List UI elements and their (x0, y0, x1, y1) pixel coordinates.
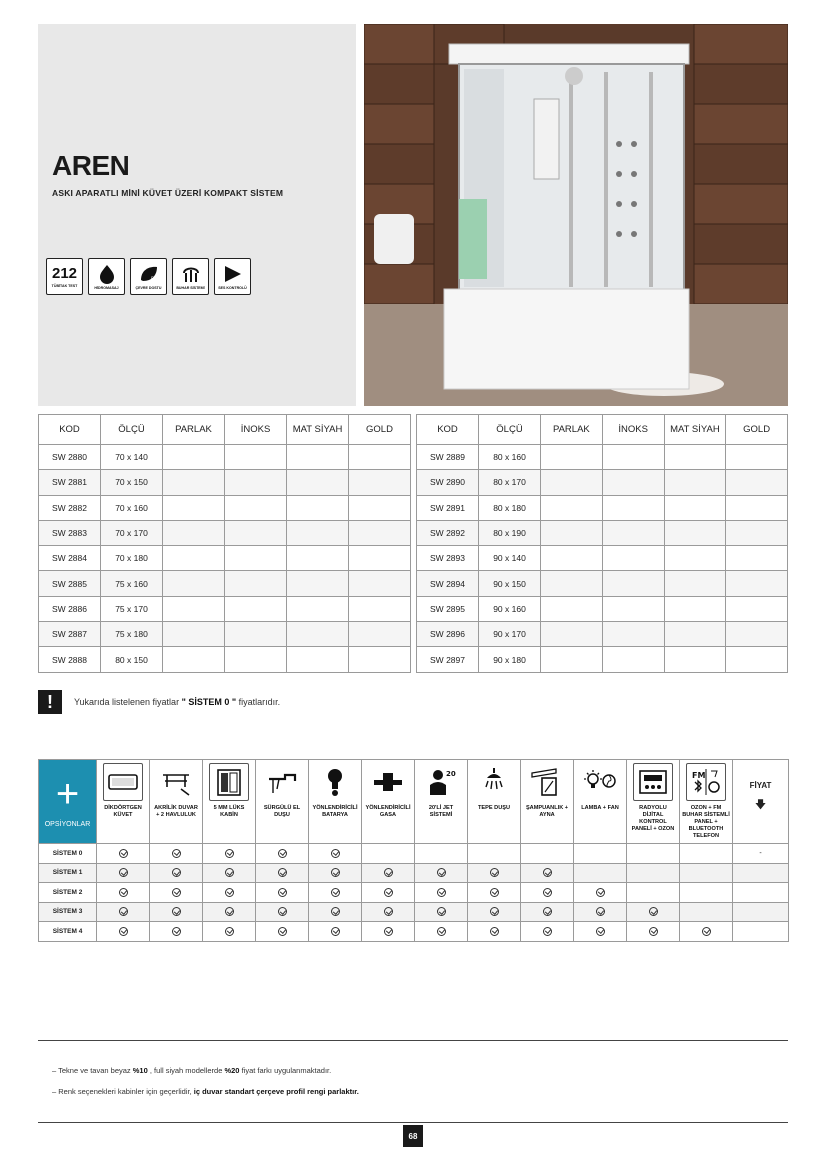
option-cell (415, 902, 468, 922)
svg-text:FM: FM (692, 771, 706, 780)
check-icon (596, 927, 605, 936)
col-mat-siyah: MAT SİYAH (664, 415, 726, 445)
option-cell (97, 883, 150, 903)
olcu-cell: 80 x 160 (479, 445, 541, 470)
check-icon (119, 868, 128, 877)
table-row (417, 571, 788, 596)
bluetooth-panel-icon (689, 767, 723, 797)
kod-cell: SW 2890 (417, 470, 479, 495)
price-col: FİYAT 🡇 (733, 760, 789, 844)
check-icon (119, 888, 128, 897)
check-icon (649, 907, 658, 916)
check-icon (437, 927, 446, 936)
option-cell (574, 863, 627, 883)
option-cell (574, 844, 627, 864)
check-icon (172, 907, 181, 916)
option-cell (415, 844, 468, 864)
check-icon (331, 907, 340, 916)
option-cell (150, 883, 203, 903)
option-cell (97, 902, 150, 922)
price-cell (733, 863, 789, 883)
table-row (39, 844, 789, 864)
check-icon (172, 888, 181, 897)
olcu-cell: 75 x 170 (101, 596, 163, 621)
option-cell (574, 922, 627, 942)
kod-cell: SW 2887 (39, 622, 101, 647)
option-cell (309, 883, 362, 903)
table-row (39, 571, 411, 596)
option-cell (680, 883, 733, 903)
option-col: DİKDÖRTGEN KÜVET (97, 760, 150, 844)
check-icon (490, 907, 499, 916)
check-icon (384, 927, 393, 936)
check-icon (543, 868, 552, 877)
table-row (417, 495, 788, 520)
option-cell (203, 902, 256, 922)
olcu-cell: 80 x 170 (479, 470, 541, 495)
options-header-row (39, 760, 789, 844)
table-row (39, 445, 411, 470)
olcu-cell: 70 x 160 (101, 495, 163, 520)
option-col: RADYOLU DİJİTAL KONTROL PANELİ + OZON (627, 760, 680, 844)
rectangle-tub-icon (106, 767, 140, 797)
kod-cell: SW 2891 (417, 495, 479, 520)
olcu-cell: 70 x 180 (101, 546, 163, 571)
col-parlak: PARLAK (163, 415, 225, 445)
table-row (39, 902, 789, 922)
check-icon (384, 907, 393, 916)
check-icon (278, 888, 287, 897)
price-cell (733, 883, 789, 903)
check-icon (596, 907, 605, 916)
kod-cell: SW 2892 (417, 520, 479, 545)
shower-cabin-image (364, 24, 788, 406)
kod-cell: SW 2883 (39, 520, 101, 545)
divider (38, 1122, 788, 1123)
olcu-cell: 70 x 170 (101, 520, 163, 545)
tested-212-icon: 212 (51, 264, 78, 282)
feature-hydromassage: HİDROMASAJ (88, 258, 125, 295)
col-olcu: ÖLÇÜ (479, 415, 541, 445)
option-cell (468, 902, 521, 922)
check-icon (702, 927, 711, 936)
option-cell (521, 844, 574, 864)
system-name: SİSTEM 2 (39, 883, 97, 903)
table-row (39, 495, 411, 520)
col-gold: GOLD (349, 415, 411, 445)
check-icon (596, 888, 605, 897)
col-mat-siyah: MAT SİYAH (287, 415, 349, 445)
cabin-icon (212, 767, 246, 797)
check-icon (437, 888, 446, 897)
olcu-cell: 80 x 190 (479, 520, 541, 545)
arrow-down-icon: 🡇 (754, 799, 767, 811)
option-cell (680, 863, 733, 883)
option-cell (574, 902, 627, 922)
col-inoks: İNOKS (602, 415, 664, 445)
feature-badges (46, 258, 251, 295)
check-icon (172, 927, 181, 936)
kod-cell: SW 2884 (39, 546, 101, 571)
steam-icon (179, 264, 203, 284)
option-cell (468, 863, 521, 883)
check-icon (331, 927, 340, 936)
kod-cell: SW 2885 (39, 571, 101, 596)
option-cell (468, 883, 521, 903)
option-cell (468, 922, 521, 942)
option-cell (203, 883, 256, 903)
option-cell (256, 844, 309, 864)
plus-icon: + (55, 772, 80, 816)
option-cell (680, 922, 733, 942)
option-col: LAMBA + FAN (574, 760, 627, 844)
rain-shower-icon (477, 767, 511, 797)
option-cell (203, 844, 256, 864)
table-row (417, 647, 788, 672)
check-icon (490, 888, 499, 897)
table-row (417, 520, 788, 545)
olcu-cell: 90 x 180 (479, 647, 541, 672)
col-kod: KOD (417, 415, 479, 445)
price-table-right (416, 414, 788, 673)
option-cell (362, 863, 415, 883)
mixer-icon (318, 767, 352, 797)
table-row (39, 922, 789, 942)
option-cell (309, 844, 362, 864)
pricing-note (38, 690, 280, 714)
product-subtitle: ASKI APARATLI MİNİ KÜVET ÜZERİ KOMPAKT SİSTEM (52, 188, 284, 198)
option-cell (521, 922, 574, 942)
olcu-cell: 80 x 150 (101, 647, 163, 672)
check-icon (543, 907, 552, 916)
option-col: 20 20'Lİ JET SİSTEMİ (415, 760, 468, 844)
check-icon (225, 907, 234, 916)
svg-text:ECO: ECO (150, 275, 159, 281)
option-cell (468, 844, 521, 864)
check-icon (119, 927, 128, 936)
option-cell (362, 922, 415, 942)
option-cell (97, 863, 150, 883)
olcu-cell: 70 x 140 (101, 445, 163, 470)
lamp-fan-icon (583, 767, 617, 797)
check-icon (649, 927, 658, 936)
kod-cell: SW 2882 (39, 495, 101, 520)
option-cell (521, 863, 574, 883)
hydromassage-icon (95, 264, 119, 284)
check-icon (225, 927, 234, 936)
option-cell (521, 902, 574, 922)
system-name: SİSTEM 0 (39, 844, 97, 864)
option-cell (150, 844, 203, 864)
kod-cell: SW 2896 (417, 622, 479, 647)
product-title: AREN (52, 150, 130, 181)
kod-cell: SW 2895 (417, 596, 479, 621)
option-cell (627, 922, 680, 942)
kod-cell: SW 2889 (417, 445, 479, 470)
table-row (39, 863, 789, 883)
hero-panel (38, 24, 356, 406)
option-cell (150, 902, 203, 922)
system-name: SİSTEM 1 (39, 863, 97, 883)
kod-cell: SW 2897 (417, 647, 479, 672)
option-col: YÖNLENDİRİCİLİ BATARYA (309, 760, 362, 844)
option-cell (415, 883, 468, 903)
check-icon (119, 907, 128, 916)
check-icon (278, 849, 287, 858)
feature-steam: BUHAR SİSTEMİ (172, 258, 209, 295)
kod-cell: SW 2881 (39, 470, 101, 495)
footer-note-2: – Renk seçenekleri kabinler için geçerlidir, iç duvar standart çerçeve profil rengi parlaktır. (52, 1087, 359, 1096)
kod-cell: SW 2894 (417, 571, 479, 596)
table-row (417, 445, 788, 470)
col-inoks: İNOKS (225, 415, 287, 445)
check-icon (225, 888, 234, 897)
table-row (39, 622, 411, 647)
option-col: SÜRGÜLÜ EL DUŞU (256, 760, 309, 844)
table-row (39, 520, 411, 545)
check-icon (543, 888, 552, 897)
col-gold: GOLD (726, 415, 788, 445)
option-cell (256, 863, 309, 883)
table-row (39, 596, 411, 621)
table-row (39, 647, 411, 672)
product-photo (364, 24, 788, 406)
check-icon (543, 927, 552, 936)
eco-icon (137, 264, 161, 284)
option-cell (256, 883, 309, 903)
kod-cell: SW 2893 (417, 546, 479, 571)
option-cell (627, 902, 680, 922)
check-icon (225, 868, 234, 877)
sound-icon (221, 264, 245, 284)
col-olcu: ÖLÇÜ (101, 415, 163, 445)
jet-icon (424, 767, 458, 797)
option-col: YÖNLENDİRİCİLİ GASA (362, 760, 415, 844)
options-corner: + OPSİYONLAR (39, 760, 97, 844)
option-cell (362, 883, 415, 903)
olcu-cell: 90 x 140 (479, 546, 541, 571)
option-cell (309, 902, 362, 922)
option-cell (97, 922, 150, 942)
check-icon (278, 907, 287, 916)
option-cell (680, 844, 733, 864)
hand-shower-icon (265, 767, 299, 797)
table-row (417, 546, 788, 571)
option-cell (362, 844, 415, 864)
option-cell (97, 844, 150, 864)
price-cell: - (733, 844, 789, 864)
check-icon (331, 868, 340, 877)
check-icon (172, 849, 181, 858)
table-row (417, 470, 788, 495)
options-table (38, 759, 789, 942)
option-cell (362, 902, 415, 922)
system-name: SİSTEM 3 (39, 902, 97, 922)
page-number: 68 (403, 1125, 423, 1147)
check-icon (437, 868, 446, 877)
option-cell (150, 922, 203, 942)
check-icon (172, 868, 181, 877)
check-icon (119, 849, 128, 858)
check-icon (331, 849, 340, 858)
option-cell (309, 863, 362, 883)
table-row (417, 596, 788, 621)
kod-cell: SW 2886 (39, 596, 101, 621)
option-col: FM OZON + FM BUHAR SİSTEMLİ PANEL + BLUETOOTH TELEFON (680, 760, 733, 844)
feature-sound: SES KONTROLÜ (214, 258, 251, 295)
check-icon (490, 868, 499, 877)
note-text: Yukarıda listelenen fiyatlar " SİSTEM 0 " fiyatlarıdır. (74, 697, 281, 707)
col-parlak: PARLAK (541, 415, 603, 445)
option-cell (203, 863, 256, 883)
divider (38, 1040, 788, 1041)
option-col: ŞAMPUANLIK + AYNA (521, 760, 574, 844)
olcu-cell: 90 x 150 (479, 571, 541, 596)
price-table-left (38, 414, 411, 673)
table-row (39, 470, 411, 495)
footer-note-1: – Tekne ve tavan beyaz %10 , full siyah modellerde %20 fiyat farkı uygulanmaktadır. (52, 1066, 332, 1075)
option-cell (309, 922, 362, 942)
price-cell (733, 902, 789, 922)
check-icon (437, 907, 446, 916)
price-cell (733, 922, 789, 942)
check-icon (384, 888, 393, 897)
option-col: TEPE DUŞU (468, 760, 521, 844)
check-icon (331, 888, 340, 897)
option-cell (680, 902, 733, 922)
table-row (39, 883, 789, 903)
check-icon (490, 927, 499, 936)
option-cell (521, 883, 574, 903)
check-icon (278, 868, 287, 877)
price-table-header (417, 415, 788, 445)
option-cell (627, 883, 680, 903)
option-cell (627, 863, 680, 883)
option-cell (415, 922, 468, 942)
table-row (417, 622, 788, 647)
olcu-cell: 75 x 160 (101, 571, 163, 596)
option-cell (150, 863, 203, 883)
system-name: SİSTEM 4 (39, 922, 97, 942)
olcu-cell: 75 x 180 (101, 622, 163, 647)
options-body (39, 844, 789, 942)
feature-eco: ECO ÇEVRE DOSTU (130, 258, 167, 295)
shelf-mirror-icon (530, 767, 564, 797)
diverter-icon (371, 767, 405, 797)
option-cell (574, 883, 627, 903)
check-icon (384, 868, 393, 877)
option-cell (256, 922, 309, 942)
option-cell (256, 902, 309, 922)
table-row (39, 546, 411, 571)
kod-cell: SW 2880 (39, 445, 101, 470)
olcu-cell: 90 x 160 (479, 596, 541, 621)
kod-cell: SW 2888 (39, 647, 101, 672)
check-icon (278, 927, 287, 936)
col-kod: KOD (39, 415, 101, 445)
option-col: 5 MM LÜKS KABİN (203, 760, 256, 844)
svg-text:20: 20 (446, 770, 456, 778)
exclamation-icon: ! (38, 690, 62, 714)
option-cell (203, 922, 256, 942)
option-cell (415, 863, 468, 883)
towel-rail-icon (159, 767, 193, 797)
radio-panel-icon (636, 767, 670, 797)
olcu-cell: 90 x 170 (479, 622, 541, 647)
option-col: AKRİLİK DUVAR + 2 HAVLULUK (150, 760, 203, 844)
feature-tested: 212 TÜBİTAK TEST (46, 258, 83, 295)
option-cell (627, 844, 680, 864)
check-icon (225, 849, 234, 858)
price-table-header (39, 415, 411, 445)
olcu-cell: 80 x 180 (479, 495, 541, 520)
olcu-cell: 70 x 150 (101, 470, 163, 495)
